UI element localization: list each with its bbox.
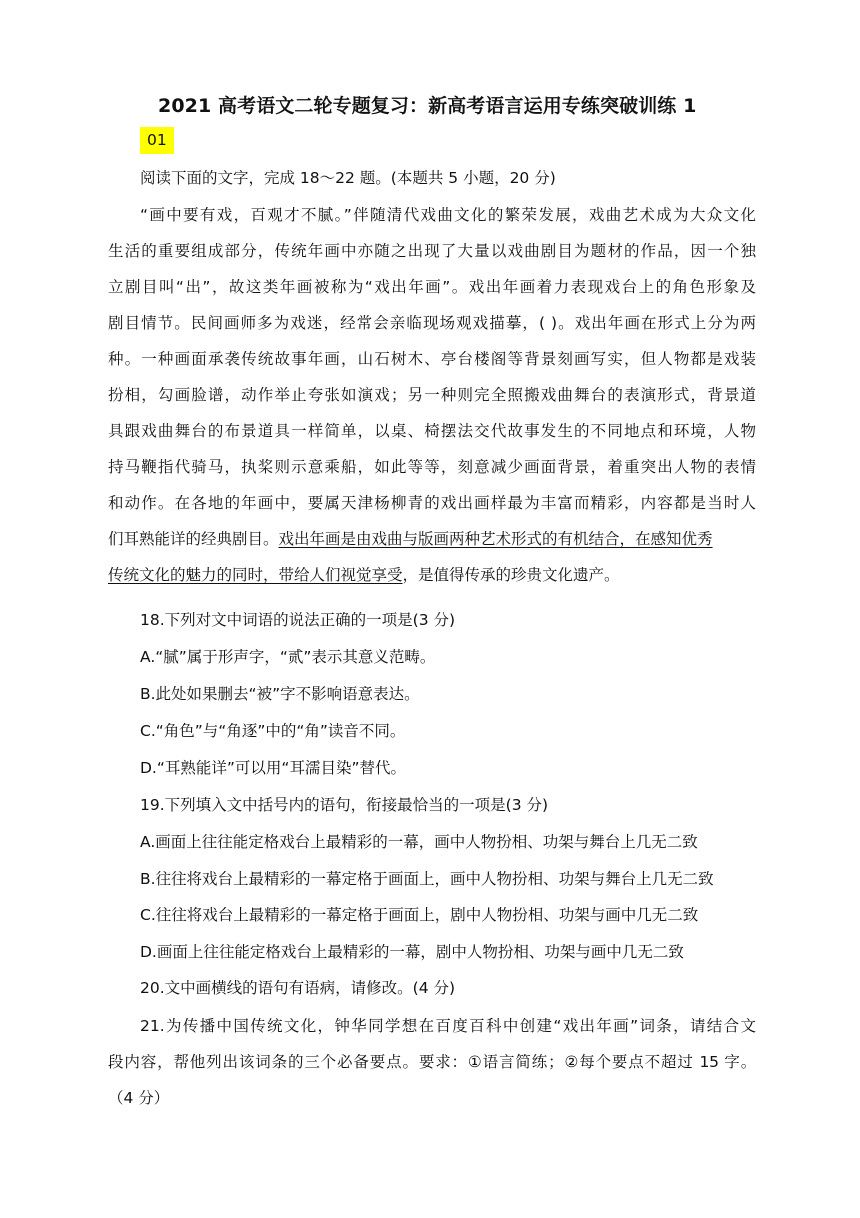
passage-line: “画中要有戏，百观才不腻。”伴随清代戏曲文化的繁荣发展，戏曲艺术成为大众文化: [140, 206, 756, 224]
question-18-option-d: D.“耳熟能详”可以用“耳濡目染”替代。: [140, 759, 406, 777]
passage-line: [108, 521, 756, 557]
underlined-sentence: 戏出年画是由戏曲与版画两种艺术形式的有机结合，在感知优秀: [278, 530, 713, 548]
passage-text: ，是值得传承的珍贵文化遗产。: [402, 566, 620, 584]
question-18-option-c: C.“角色”与“角逐”中的“角”读音不同。: [140, 722, 406, 740]
passage-text: 们耳熟能详的经典剧目。: [108, 530, 279, 548]
question-18-option-a: A.“腻”属于形声字，“贰”表示其意义范畴。: [140, 648, 436, 666]
question-19-option-a: A.画面上往往能定格戏台上最精彩的一幕，画中人物扮相、功架与舞台上几无二致: [140, 833, 698, 851]
passage-line: [108, 557, 756, 593]
question-21-line: 21.为传播中国传统文化，钟华同学想在百度百科中创建“戏出年画”词条，请结合文: [140, 1017, 756, 1035]
highlighted-section-label: 01: [140, 127, 174, 154]
question-21-line: 段内容，帮他列出该词条的三个必备要点。要求：①语言简练；②每个要点不超过 15 字。: [108, 1053, 756, 1071]
passage-line: 剧目情节。民间画师多为戏迷，经常会亲临现场观戏描摹，( )。戏出年画在形式上分为两: [108, 314, 756, 332]
passage-line: 立剧目叫“出”，故这类年画被称为“戏出年画”。戏出年画着力表现戏台上的角色形象及: [108, 278, 756, 296]
question-21-line: （4 分）: [108, 1089, 170, 1107]
question-18-option-b: B.此处如果删去“被”字不影响语意表达。: [140, 685, 420, 703]
question-19-option-b: B.往往将戏台上最精彩的一幕定格于画面上，画中人物扮相、功架与舞台上几无二致: [140, 870, 714, 888]
passage-line: 扮相，勾画脸谱，动作举止夸张如演戏；另一种则完全照搬戏曲舞台的表演形式，背景道: [108, 386, 756, 404]
question-19-option-c: C.往往将戏台上最精彩的一幕定格于画面上，剧中人物扮相、功架与画中几无二致: [140, 906, 699, 924]
document-title: 2021 高考语文二轮专题复习：新高考语言运用专练突破训练 1: [158, 95, 697, 117]
passage-line: 生活的重要组成部分，传统年画中亦随之出现了大量以戏曲剧目为题材的作品，因一个独: [108, 242, 756, 260]
passage-line: 和动作。在各地的年画中，要属天津杨柳青的戏出画样最为丰富而精彩，内容都是当时人: [108, 494, 756, 512]
underlined-sentence: 传统文化的魅力的同时，带给人们视觉享受: [108, 566, 403, 584]
reading-instruction: 阅读下面的文字，完成 18～22 题。(本题共 5 小题，20 分): [140, 169, 556, 187]
passage-line: 持马鞭指代骑马，执桨则示意乘船，如此等等，刻意减少画面背景，着重突出人物的表情: [108, 458, 756, 476]
question-18-stem: 18.下列对文中词语的说法正确的一项是(3 分): [140, 611, 456, 629]
passage-line: 种。一种画面承袭传统故事年画，山石树木、亭台楼阁等背景刻画写实，但人物都是戏装: [108, 350, 756, 368]
question-19-stem: 19.下列填入文中括号内的语句，衔接最恰当的一项是(3 分): [140, 796, 549, 814]
passage-line: 具跟戏曲舞台的布景道具一样简单，以桌、椅摆法交代故事发生的不同地点和环境，人物: [108, 422, 756, 440]
question-20-stem: 20.文中画横线的语句有语病，请修改。(4 分): [140, 979, 456, 997]
question-19-option-d: D.画面上往往能定格戏台上最精彩的一幕，剧中人物扮相、功架与画中几无二致: [140, 943, 684, 961]
